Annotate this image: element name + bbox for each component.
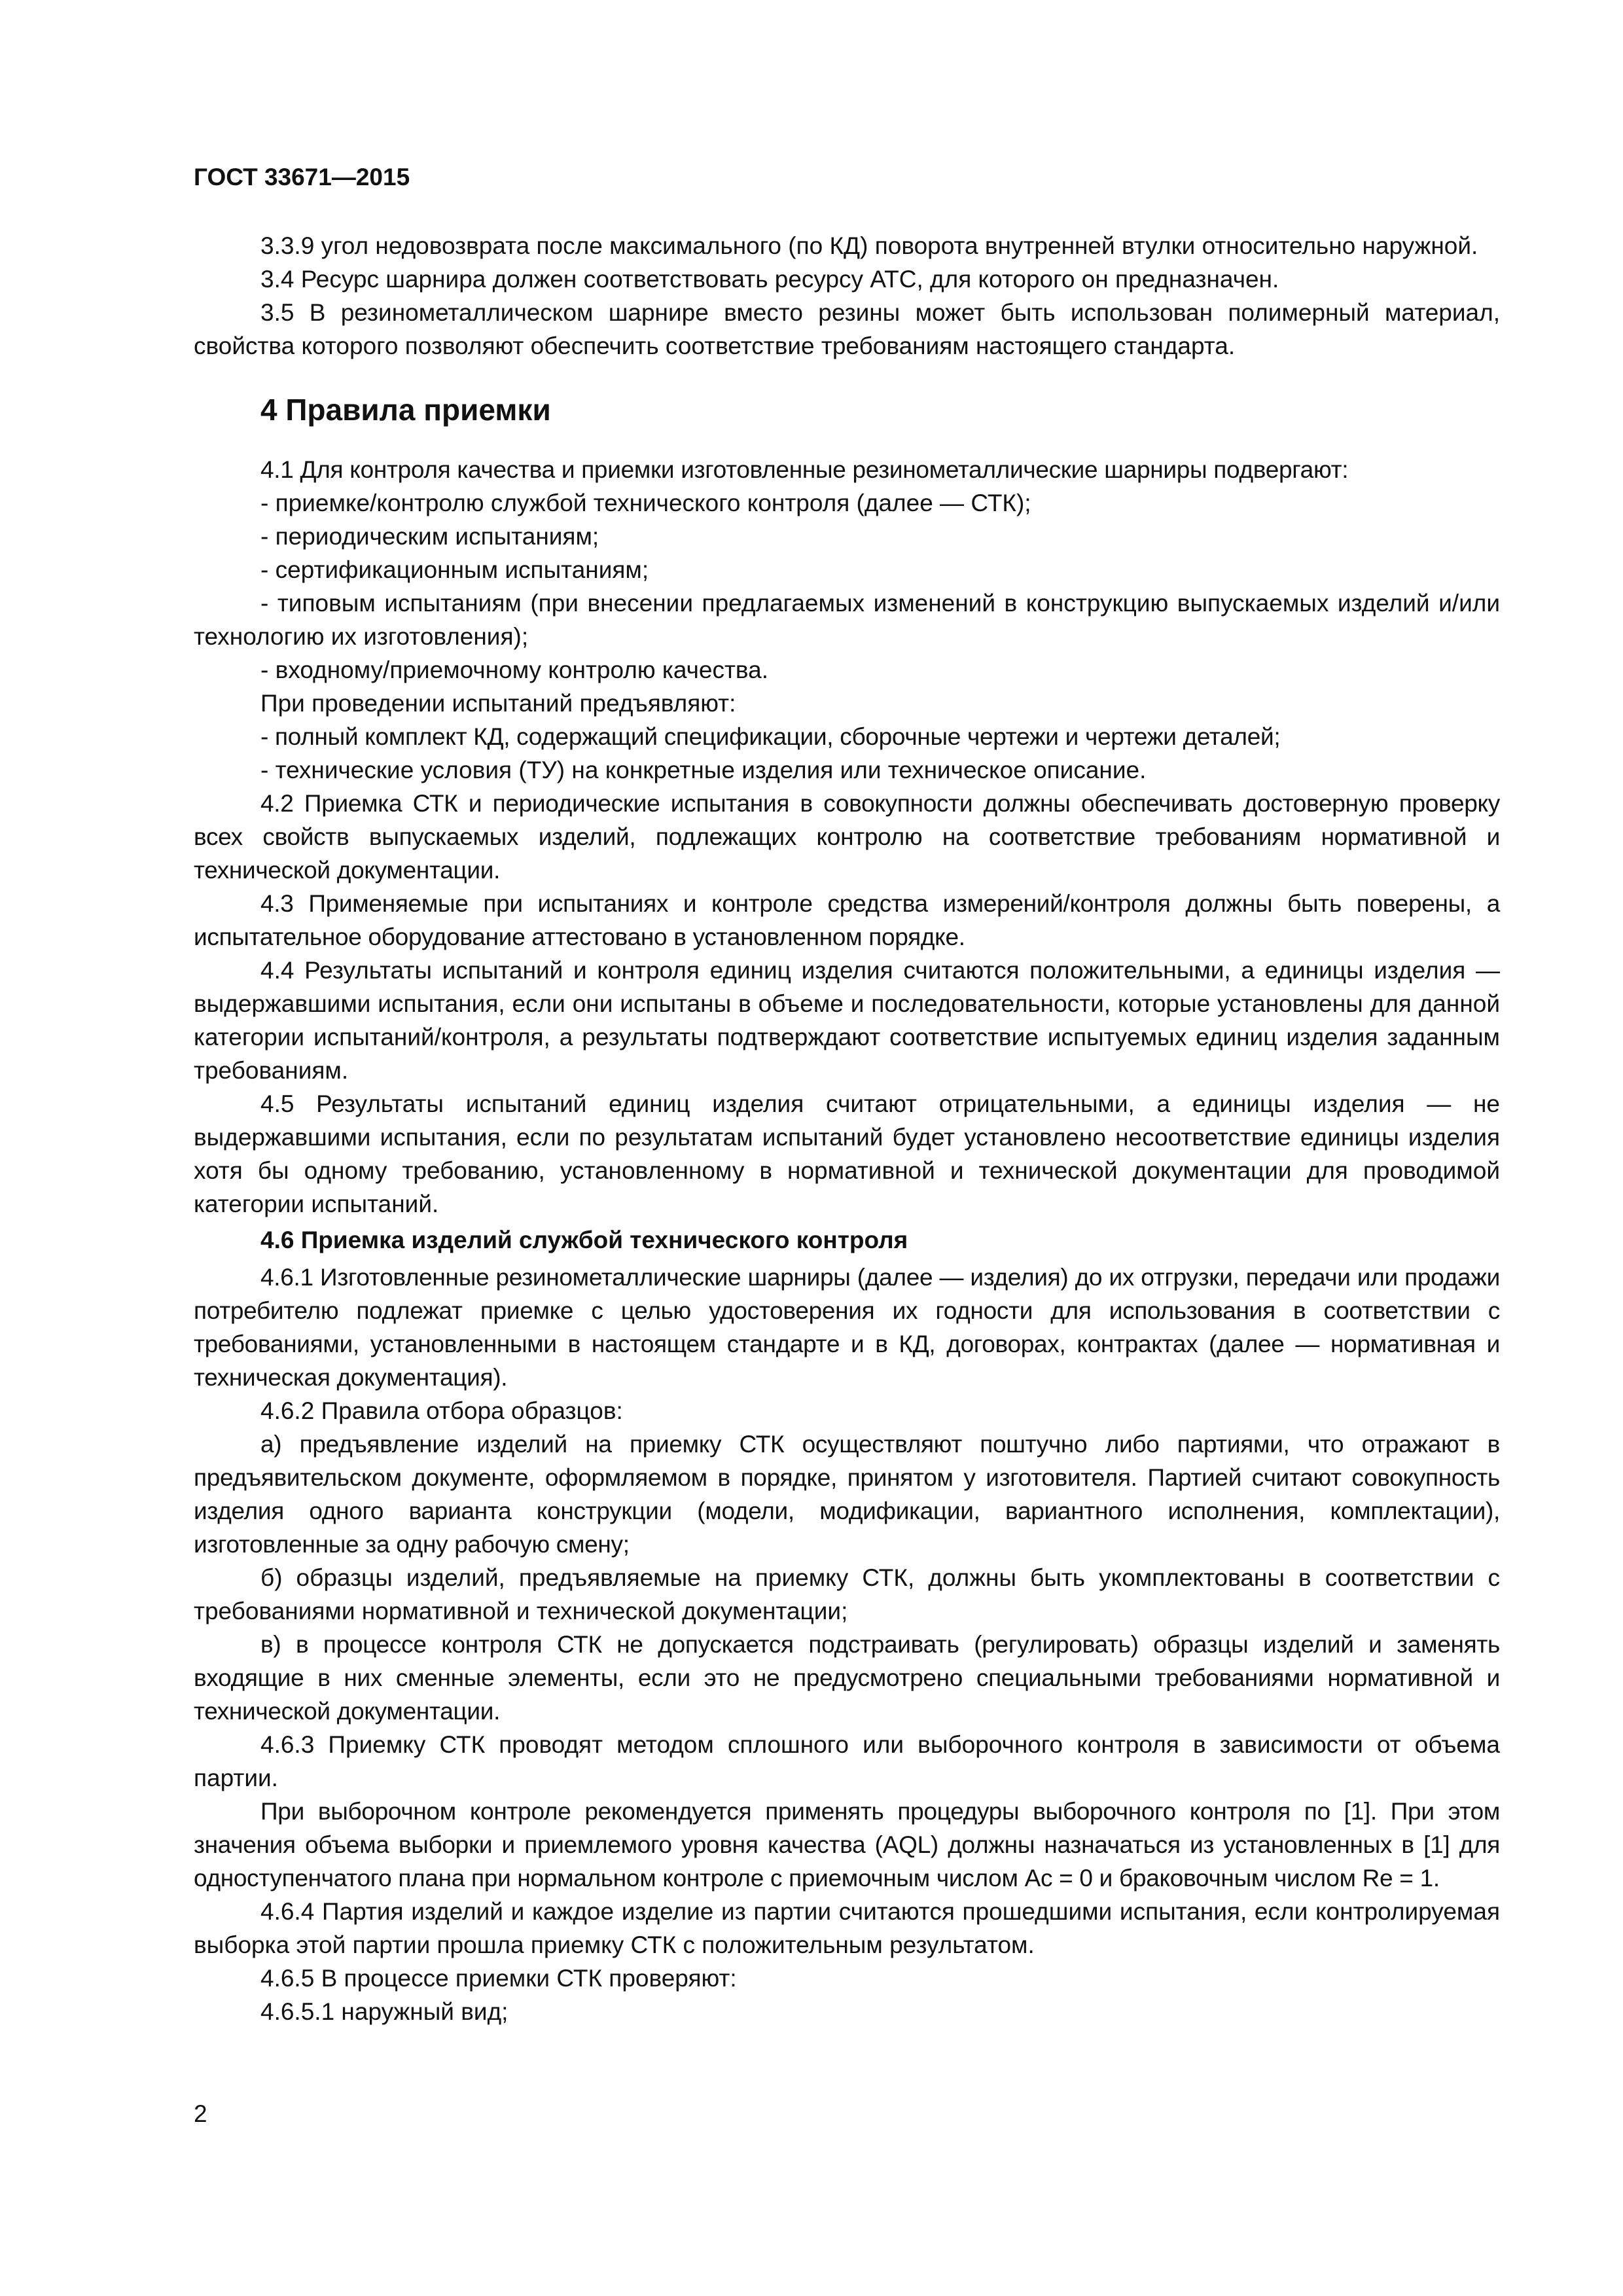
list-item: - типовым испытаниям (при внесении предлагаемых изменений в конструкцию выпускаемых изделий и/или технологию их изготовления);: [194, 590, 1500, 650]
list-item: - технические условия (ТУ) на конкретные изделия или техническое описание.: [260, 757, 1147, 783]
section-title: 4 Правила приемки: [260, 393, 551, 427]
paragraph: 4.5 Результаты испытаний единиц изделия считают отрицательными, а единицы изделия — не выдержавшими испытания, если по результатам испытаний будет установлено несоответствие единицы изделия хотя бы одному требованию, установленному в нормативной и технической документации для проводимой категории испытаний.: [194, 1090, 1500, 1217]
paragraph: 4.6.3 Приемку СТК проводят методом сплошного или выборочного контроля в зависимости от объема партии.: [194, 1731, 1500, 1791]
paragraph: 4.6.4 Партия изделий и каждое изделие из партии считаются прошедшими испытания, если контролируемая выборка этой партии прошла приемку СТК с положительным результатом.: [194, 1898, 1500, 1958]
paragraph: 4.2 Приемка СТК и периодические испытания в совокупности должны обеспечивать достоверную проверку всех свойств выпускаемых изделий, подлежащих контролю на соответствие требованиям нормативной и технической документации.: [194, 790, 1500, 884]
paragraph: 4.1 Для контроля качества и приемки изготовленные резинометаллические шарниры подвергают:: [260, 456, 1349, 483]
paragraph: 4.6.1 Изготовленные резинометаллические шарниры (далее — изделия) до их отгрузки, передачи или продажи потребителю подлежат приемке с целью удостоверения их годности для использования в соответствии с требованиями, установленными в настоящем стандарте и в КД, договорах, контрактах (далее — нормативная и техническая документация).: [194, 1264, 1500, 1391]
paragraph: б) образцы изделий, предъявляемые на приемку СТК, должны быть укомплектованы в соответствии с требованиями нормативной и технической документации;: [194, 1564, 1500, 1624]
paragraph: а) предъявление изделий на приемку СТК осуществляют поштучно либо партиями, что отражают в предъявительском документе, оформляемом в порядке, принятом у изготовителя. Партией считают совокупность изделия одного варианта конструкции (модели, модификации, вариантного исполнения, комплектации), изготовленные за одну рабочую смену;: [194, 1431, 1500, 1558]
paragraph: 4.4 Результаты испытаний и контроля единиц изделия считаются положительными, а единицы изделия — выдержавшими испытания, если они испытаны в объеме и последовательности, которые установлены для данной категории испытаний/контроля, а результаты подтверждают соответствие испытуемых единиц изделия заданным требованиям.: [194, 957, 1500, 1084]
paragraph: 4.6.5.1 наружный вид;: [260, 1998, 508, 2025]
list-item: - сертификационным испытаниям;: [260, 556, 649, 583]
paragraph: 3.4 Ресурс шарнира должен соответствовать ресурсу АТС, для которого он предназначен.: [260, 266, 1279, 293]
list-item: - входному/приемочному контролю качества.: [260, 656, 769, 683]
list-item: - периодическим испытаниям;: [260, 523, 599, 550]
paragraph: 4.6.5 В процессе приемки СТК проверяют:: [260, 1965, 737, 1992]
list-item: - приемке/контролю службой технического контроля (далее — СТК);: [260, 490, 1031, 516]
paragraph: При проведении испытаний предъявляют:: [260, 690, 736, 717]
list-item: - полный комплект КД, содержащий спецификации, сборочные чертежи и чертежи деталей;: [260, 723, 1281, 750]
paragraph: 4.6.2 Правила отбора образцов:: [260, 1397, 623, 1424]
document-header: ГОСТ 33671—2015: [194, 164, 410, 190]
paragraph: При выборочном контроле рекомендуется применять процедуры выборочного контроля по [1]. При этом значения объема выборки и приемлемого уровня качества (AQL) должны назначаться из установленных в [1] для одноступенчатого плана при нормальном контроле с приемочным числом Ac = 0 и браковочным числом Re = 1.: [194, 1798, 1500, 1892]
subsection-title: 4.6 Приемка изделий службой технического контроля: [260, 1227, 908, 1253]
paragraph: в) в процессе контроля СТК не допускается подстраивать (регулировать) образцы изделий и заменять входящие в них сменные элементы, если это не предусмотрено специальными требованиями нормативной и технической документации.: [194, 1631, 1500, 1725]
document-body: [194, 229, 1500, 2028]
paragraph: 3.5 В резинометаллическом шарнире вместо резины может быть использован полимерный материал, свойства которого позволяют обеспечить соответствие требованиям настоящего стандарта.: [194, 299, 1500, 359]
page-number: 2: [194, 2100, 207, 2127]
paragraph: 3.3.9 угол недовозврата после максимального (по КД) поворота внутренней втулки относительно наружной.: [260, 232, 1478, 259]
paragraph: 4.3 Применяемые при испытаниях и контроле средства измерений/контроля должны быть поверены, а испытательное оборудование аттестовано в установленном порядке.: [194, 890, 1500, 950]
